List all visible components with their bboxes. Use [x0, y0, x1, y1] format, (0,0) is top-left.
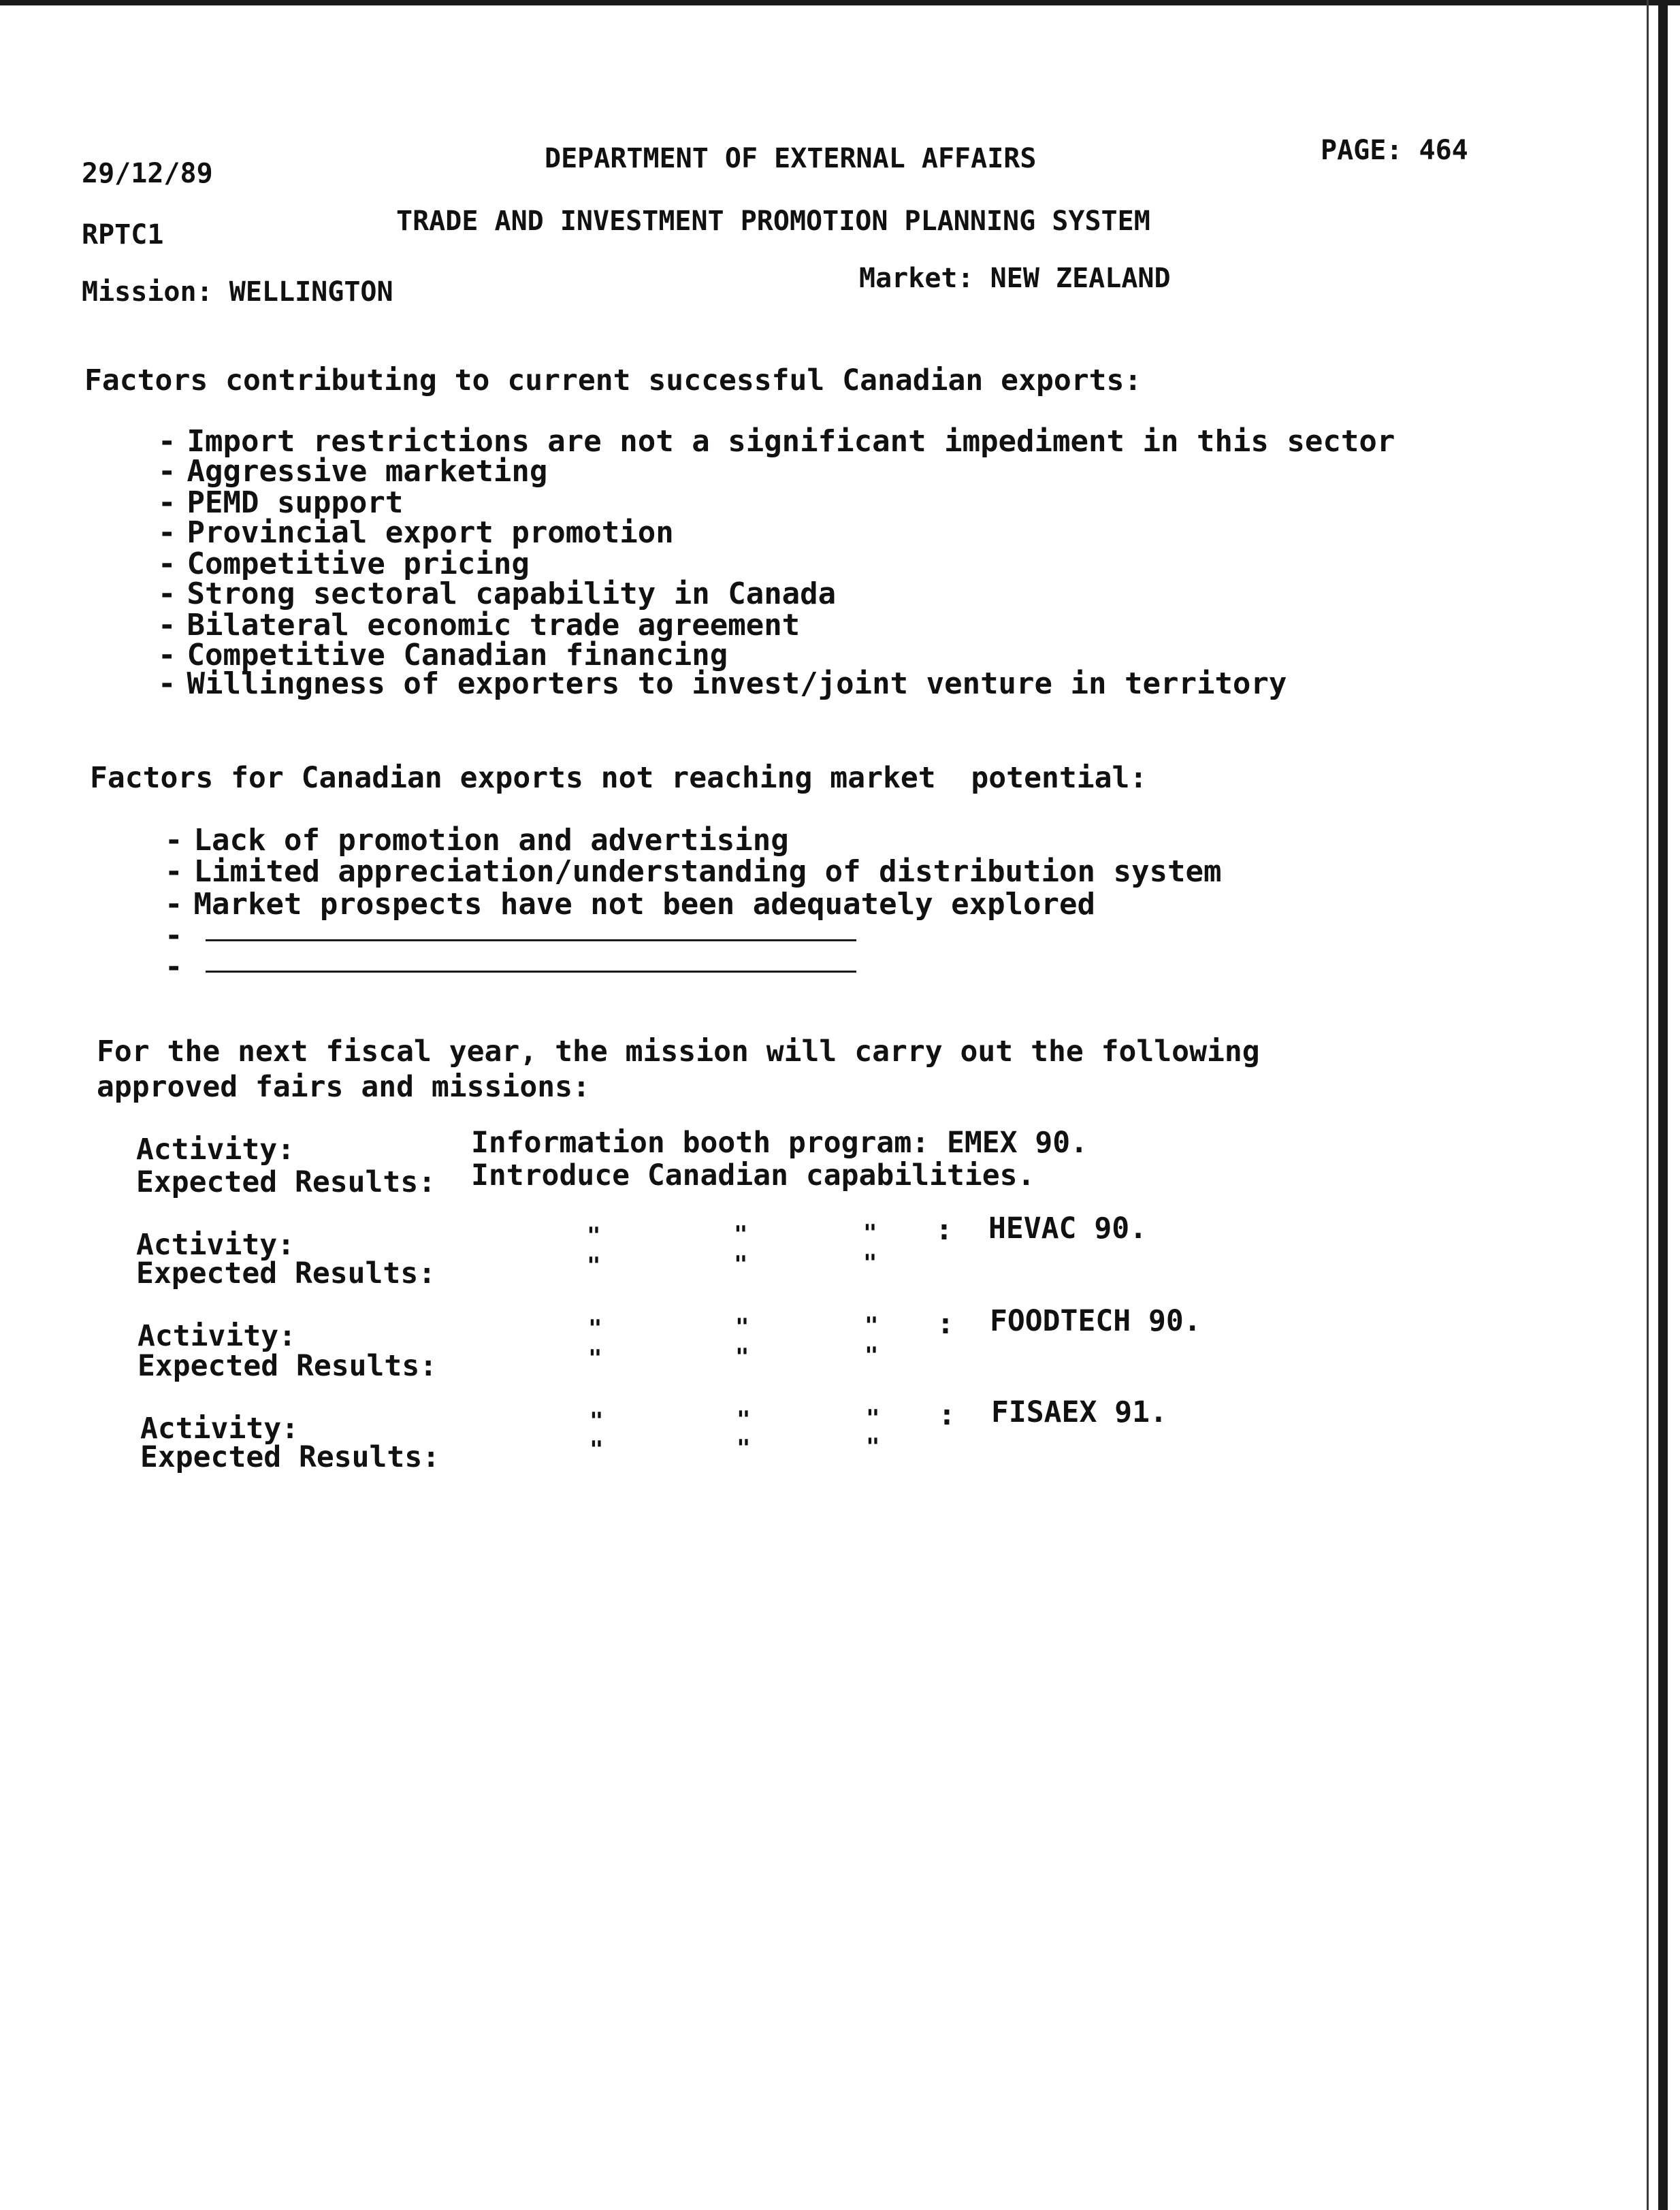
page-number: PAGE: 464 — [1321, 135, 1468, 166]
ditto-mark: " — [737, 1406, 751, 1433]
scan-right-edge — [1658, 0, 1668, 2210]
bullet-dash: - — [165, 823, 183, 858]
event-name: FISAEX 91. — [991, 1395, 1167, 1429]
market-label: Market: NEW ZEALAND — [859, 263, 1171, 294]
report-code: RPTC1 — [82, 219, 164, 250]
list-item-text: Competitive Canadian financing — [187, 638, 728, 672]
list-item-text: Bilateral economic trade agreement — [187, 608, 801, 643]
blank-item-dash: - — [165, 949, 183, 984]
ditto-mark: " — [865, 1342, 879, 1369]
system-title: TRADE AND INVESTMENT PROMOTION PLANNING SYSTEM — [396, 206, 1150, 237]
ditto-mark: " — [737, 1435, 751, 1462]
bullet-dash: - — [158, 666, 176, 701]
event-name: HEVAC 90. — [988, 1212, 1147, 1246]
bullet-dash: - — [165, 887, 183, 922]
ditto-mark: " — [866, 1433, 880, 1461]
blank-item-dash: - — [165, 918, 183, 953]
list-item-text: Willingness of exporters to invest/joint venture in territory — [187, 666, 1287, 701]
bullet-dash: - — [165, 854, 183, 889]
bullet-dash: - — [158, 485, 176, 520]
list-item — [165, 888, 1095, 922]
plan-intro-line-2: approved fairs and missions: — [97, 1070, 590, 1104]
bullet-dash: - — [158, 424, 176, 459]
mission-label: Mission: WELLINGTON — [82, 276, 393, 308]
list-item-text: Aggressive marketing — [187, 454, 548, 489]
plan-intro-line-1: For the next fiscal year, the mission will carry out the following — [97, 1035, 1260, 1069]
expected-results-label: Expected Results: — [136, 1165, 436, 1199]
ditto-mark: " — [735, 1314, 749, 1341]
list-item-text: Limited appreciation/understanding of distribution system — [193, 854, 1222, 889]
ditto-mark: " — [589, 1436, 604, 1463]
list-item-text: Market prospects have not been adequately explored — [193, 887, 1096, 922]
list-item-text: Import restrictions are not a significant impediment in this sector — [187, 424, 1395, 459]
ditto-mark: " — [735, 1344, 749, 1371]
ditto-mark: " — [587, 1252, 601, 1280]
blank-entry-line — [206, 971, 856, 973]
list-item — [158, 577, 836, 611]
scan-top-edge — [0, 0, 1680, 5]
activity-label: Activity: — [140, 1412, 299, 1446]
success-factors-heading: Factors contributing to current successful Canadian exports: — [84, 363, 1142, 397]
bullet-dash: - — [158, 515, 176, 550]
activity-label: Activity: — [138, 1319, 296, 1353]
shortfall-factors-heading: Factors for Canadian exports not reaching market potential: — [90, 761, 1148, 795]
ditto-mark: " — [588, 1345, 602, 1372]
expected-results-label: Expected Results: — [140, 1440, 440, 1474]
list-item-text: Lack of promotion and advertising — [193, 823, 789, 858]
list-item — [165, 855, 1221, 889]
list-item-text: PEMD support — [187, 485, 404, 520]
bullet-dash: - — [158, 638, 176, 672]
list-item — [165, 824, 789, 858]
department-title: DEPARTMENT OF EXTERNAL AFFAIRS — [545, 143, 1037, 174]
expected-results-label: Expected Results: — [138, 1349, 438, 1383]
expected-results-label: Expected Results: — [136, 1256, 436, 1290]
list-item — [158, 455, 547, 489]
ditto-mark: " — [589, 1408, 604, 1435]
list-item — [158, 516, 674, 550]
ditto-mark: " — [863, 1220, 877, 1247]
colon: : — [938, 1398, 956, 1432]
list-item-text: Provincial export promotion — [187, 515, 674, 550]
ditto-mark: " — [587, 1222, 601, 1250]
colon: : — [937, 1307, 954, 1341]
list-item-text: Strong sectoral capability in Canada — [187, 576, 837, 611]
list-item-text: Competitive pricing — [187, 547, 530, 581]
report-date: 29/12/89 — [82, 158, 213, 189]
bullet-dash: - — [158, 547, 176, 581]
bullet-dash: - — [158, 608, 176, 643]
ditto-mark: " — [734, 1251, 748, 1278]
ditto-mark: " — [866, 1405, 880, 1432]
expected-results-text: Introduce Canadian capabilities. — [471, 1158, 1035, 1192]
ditto-mark: " — [734, 1221, 748, 1248]
activity-description: Information booth program: EMEX 90. — [471, 1126, 1088, 1160]
scan-right-edge-inner — [1647, 0, 1649, 2210]
list-item — [158, 667, 1287, 701]
ditto-mark: " — [865, 1312, 879, 1339]
colon: : — [935, 1213, 953, 1247]
activity-label: Activity: — [136, 1228, 295, 1262]
blank-entry-line — [206, 939, 856, 941]
activity-label: Activity: — [136, 1133, 295, 1167]
event-name: FOODTECH 90. — [990, 1304, 1201, 1338]
ditto-mark: " — [588, 1315, 602, 1342]
ditto-mark: " — [863, 1250, 877, 1277]
bullet-dash: - — [158, 454, 176, 489]
bullet-dash: - — [158, 576, 176, 611]
